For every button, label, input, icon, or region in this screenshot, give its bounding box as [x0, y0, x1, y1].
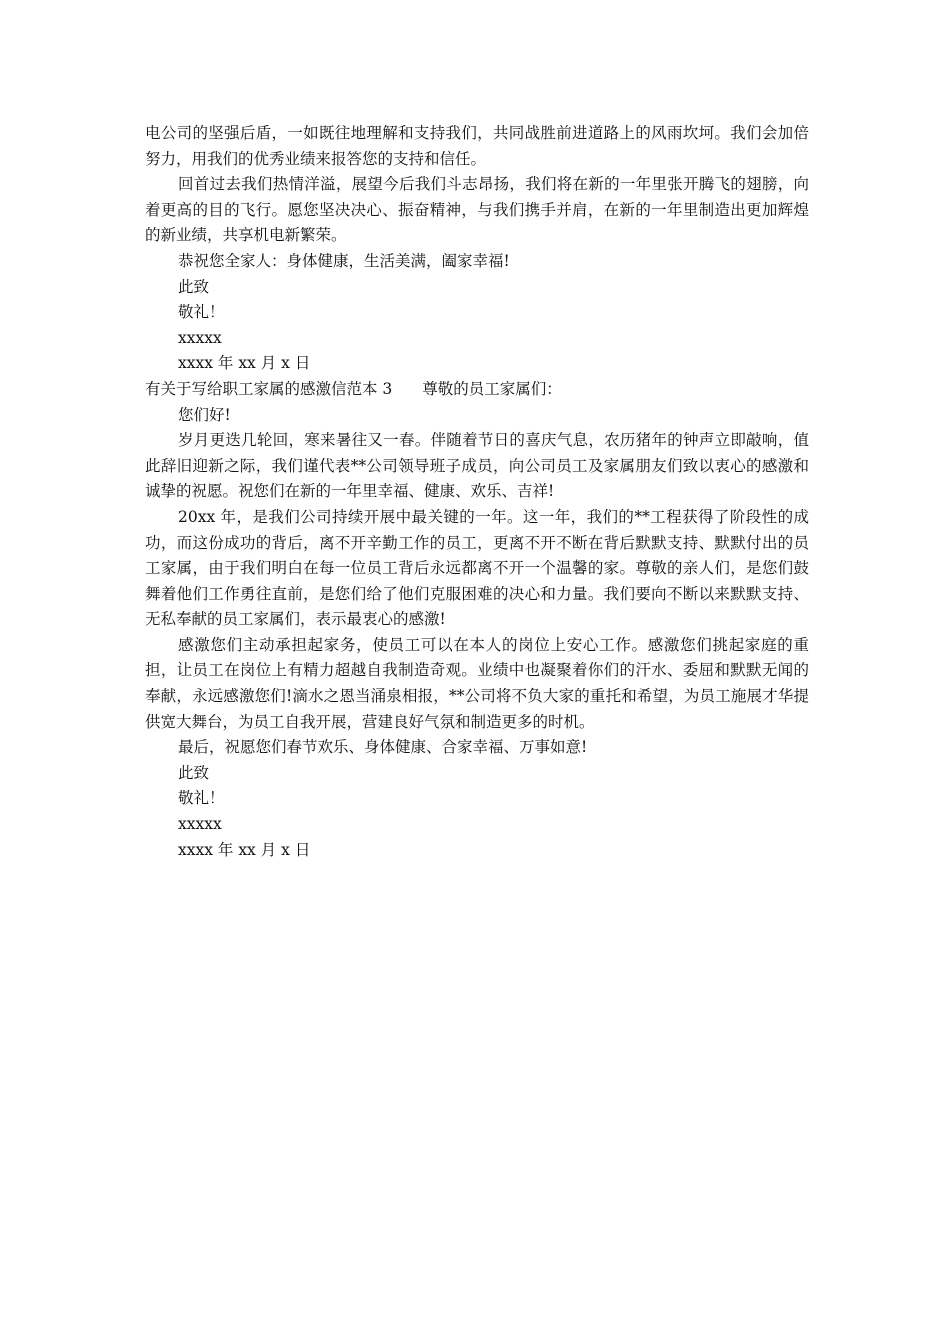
- closing-line-2: 敬礼！: [178, 789, 225, 808]
- paragraph-support: 电公司的坚强后盾，一如既往地理解和支持我们，共同战胜前进道路上的风雨坎坷。我们会加倍努力，用我们的优秀业绩来报答您的支持和信任。: [145, 124, 809, 168]
- date-line: xxxx 年 xx 月 x 日: [178, 354, 311, 373]
- letter-heading-row: [145, 377, 809, 403]
- closing-line-2: 敬礼！: [178, 303, 225, 322]
- date-line: xxxx 年 xx 月 x 日: [178, 840, 311, 859]
- signature: xxxxx: [178, 815, 222, 834]
- letter-heading: 有关于写给职工家属的感激信范本 3: [145, 379, 393, 398]
- paragraph-review: 回首过去我们热情洋溢，展望今后我们斗志昂扬，我们将在新的一年里张开腾飞的翅膀，向着更高的目的飞行。愿您坚决决心、振奋精神，与我们携手并肩，在新的一年里制造出更加辉煌的新业绩，共享机电新繁荣。: [145, 175, 809, 245]
- paragraph-1: 岁月更迭几轮回，寒来暑往又一春。伴随着节日的喜庆气息，农历猪年的钟声立即敲响，值此辞旧迎新之际，我们谨代表**公司领导班子成员，向公司员工及家属朋友们致以衷心的感激和诚挚的祝愿。祝您们在新的一年里幸福、健康、欢乐、吉祥!: [145, 431, 809, 501]
- closing-line-1: 此致: [178, 277, 210, 296]
- paragraph-3: 感激您们主动承担起家务，使员工可以在本人的岗位上安心工作。感激您们挑起家庭的重担，让员工在岗位上有精力超越自我制造奇观。业绩中也凝聚着你们的汗水、委屈和默默无闻的奉献，永远感激您们!滴水之恩当涌泉相报，**公司将不负大家的重托和希望，为员工施展才华提供宽大舞台，为员工自我开展，营建良好气氛和制造更多的时机。: [145, 635, 809, 731]
- paragraph-2: 20xx 年，是我们公司持续开展中最关键的一年。这一年，我们的**工程获得了阶段性的成功，而这份成功的背后，离不开辛勤工作的员工，更离不开不断在背后默默支持、默默付出的员工家属，由于我们明白在每一位员工背后永远都离不开一个温馨的家。尊敬的亲人们，是您们鼓舞着他们工作勇往直前，是您们给了他们克服困难的决心和力量。我们要向不断以来默默支持、无私奉献的员工家属们，表示最衷心的感激!: [145, 507, 809, 629]
- greeting: 您们好!: [178, 405, 231, 424]
- document-body: [145, 121, 809, 863]
- closing-line-1: 此致: [178, 763, 210, 782]
- paragraph-4: 最后，祝愿您们春节欢乐、身体健康、合家幸福、万事如意!: [178, 738, 588, 757]
- signature: xxxxx: [178, 328, 222, 347]
- wish-line: 恭祝您全家人：身体健康，生活美满，阖家幸福!: [178, 251, 510, 270]
- salutation: 尊敬的员工家属们：: [422, 379, 562, 398]
